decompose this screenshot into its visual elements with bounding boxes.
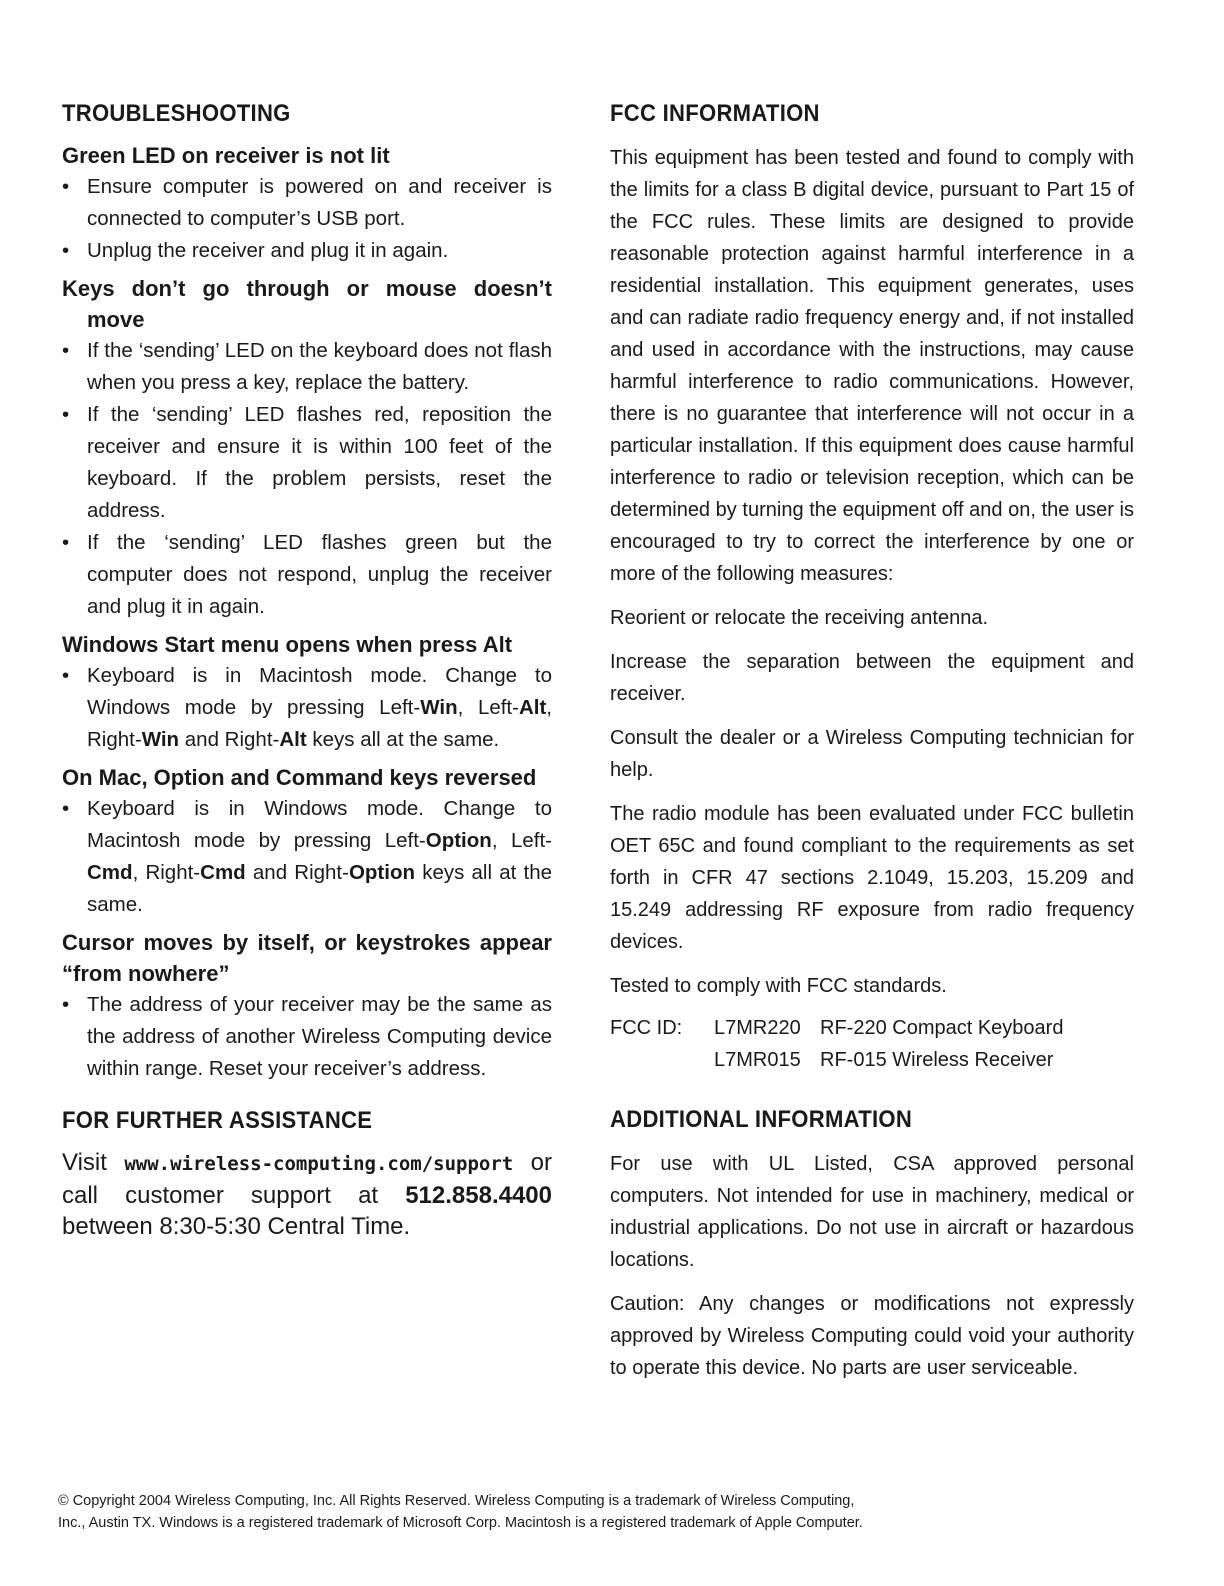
section-heading: Windows Start menu opens when press Alt [62, 632, 513, 657]
list-item: • Keyboard is in Macintosh mode. Change to Windows mode by pressing Left-Win, Left-Alt, Right-Win and Right-Alt keys all at the same. [62, 660, 552, 756]
assistance-title: FOR FURTHER ASSISTANCE [62, 1107, 373, 1134]
fcc-paragraph: Reorient or relocate the receiving antenna. [610, 607, 989, 629]
assistance-text: Visit www.wireless-computing.com/support or call customer support at 512.858.4400 between 8:30-5:30 Central Time. [62, 1149, 552, 1240]
bullet-icon: • [62, 175, 70, 198]
bullet-list [62, 989, 552, 1085]
fcc-id-code: L7MR015 [714, 1049, 801, 1071]
section-heading: Cursor moves by itself, or keystrokes appear “from nowhere” [62, 930, 552, 986]
support-phone: 512.858.4400 [405, 1182, 552, 1209]
fcc-paragraph: The radio module has been evaluated under FCC bulletin OET 65C and found compliant to the requirements as set forth in CFR 47 sections 2.1049, 15.203, 15.209 and 15.249 addressing RF exposure from radio frequency devices. [610, 803, 1134, 953]
section-heading: On Mac, Option and Command keys reversed [62, 765, 537, 790]
bullet-icon: • [62, 797, 70, 820]
section-heading: Keys don’t go through or mouse doesn’t [62, 276, 552, 301]
additional-paragraph: For use with UL Listed, CSA approved personal computers. Not intended for use in machinery, medical or industrial applications. Do not use in aircraft or hazardous locations. [610, 1153, 1134, 1271]
right-column [610, 100, 1134, 1384]
list-item: • Keyboard is in Windows mode. Change to Macintosh mode by pressing Left-Option, Left-Cmd, Right-Cmd and Right-Option keys all at the same. [62, 793, 552, 921]
bullet-icon: • [62, 239, 70, 262]
fcc-id-table [610, 1012, 1134, 1076]
fcc-title: FCC INFORMATION [610, 100, 820, 127]
fcc-paragraph: This equipment has been tested and found to comply with the limits for a class B digital device, pursuant to Part 15 of the FCC rules. These limits are designed to provide reasonable protection against harmful interference in a residential installation. This equipment generates, uses and can radiate radio frequency energy and, if not installed and used in accordance with the instructions, may cause harmful interference to radio communications. However, there is no guarantee that interference will not occur in a particular installation. If this equipment does cause harmful interference to radio or television reception, which can be determined by turning the equipment off and on, the user is encouraged to try to correct the interference by one or more of the following measures: [610, 147, 1134, 585]
bullet-icon: • [62, 531, 70, 554]
bullet-icon: • [62, 339, 70, 362]
fcc-id-code: L7MR220 [714, 1017, 801, 1039]
bullet-list [62, 335, 552, 623]
section-heading-continued: move [87, 307, 145, 332]
copyright-line: © Copyright 2004 Wireless Computing, Inc. All Rights Reserved. Wireless Computing is a trademark of Wireless Computing, [58, 1493, 855, 1509]
bullet-icon: • [62, 993, 70, 1016]
list-item: • If the ‘sending’ LED flashes red, reposition the receiver and ensure it is within 100 feet of the keyboard. If the problem persists, reset the address. [62, 399, 552, 527]
troubleshooting-title: TROUBLESHOOTING [62, 100, 291, 127]
fcc-id-desc: RF-220 Compact Keyboard [820, 1017, 1064, 1039]
fcc-paragraph: Consult the dealer or a Wireless Computing technician for help. [610, 727, 1134, 781]
list-item: • If the ‘sending’ LED flashes green but the computer does not respond, unplug the receiver and plug it in again. [62, 527, 552, 623]
bullet-icon: • [62, 664, 70, 687]
copyright-footer [58, 1490, 908, 1534]
fcc-id-desc: RF-015 Wireless Receiver [820, 1049, 1054, 1071]
copyright-line: Inc., Austin TX. Windows is a registered trademark of Microsoft Corp. Macintosh is a registered trademark of Apple Computer. [58, 1515, 863, 1531]
additional-paragraph: Caution: Any changes or modifications not expressly approved by Wireless Computing could void your authority to operate this device. No parts are user serviceable. [610, 1293, 1134, 1379]
fcc-id-label: FCC ID: [610, 1017, 683, 1039]
bullet-icon: • [62, 403, 70, 426]
left-column [62, 100, 552, 1242]
list-item: • Ensure computer is powered on and receiver is connected to computer’s USB port. [62, 171, 552, 235]
additional-title: ADDITIONAL INFORMATION [610, 1106, 913, 1133]
fcc-paragraph: Tested to comply with FCC standards. [610, 975, 947, 997]
bullet-list [62, 793, 552, 921]
fcc-paragraph: Increase the separation between the equipment and receiver. [610, 651, 1134, 705]
bullet-list [62, 171, 552, 267]
bullet-list [62, 660, 552, 756]
support-link[interactable]: www.wireless-computing.com/support [124, 1153, 514, 1175]
section-heading: Green LED on receiver is not lit [62, 143, 390, 168]
list-item: • Unplug the receiver and plug it in again. [62, 235, 552, 267]
list-item: • The address of your receiver may be the same as the address of another Wireless Computing device within range. Reset your receiver’s address. [62, 989, 552, 1085]
list-item: • If the ‘sending’ LED on the keyboard does not flash when you press a key, replace the battery. [62, 335, 552, 399]
